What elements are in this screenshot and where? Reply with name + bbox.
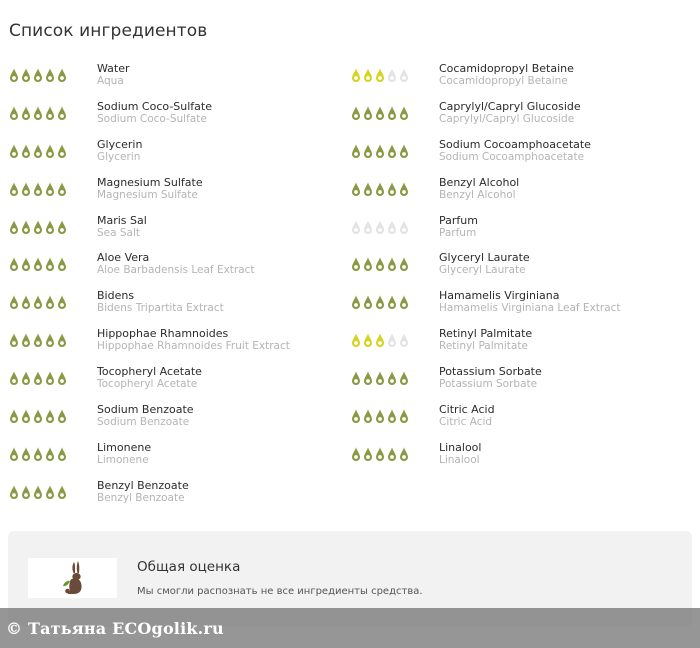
drop-icon: [44, 332, 56, 348]
drop-icon: [44, 370, 56, 386]
drop-icon: [386, 294, 398, 310]
drop-icon: [398, 332, 410, 348]
drop-icon: [386, 143, 398, 159]
ingredient-names: [439, 100, 581, 126]
ingredient-names: [439, 289, 621, 315]
ingredient-inci-name: Magnesium Sulfate: [97, 188, 198, 201]
ingredient-row: [350, 138, 690, 176]
drop-icon: [386, 181, 398, 197]
ingredient-row: [350, 365, 690, 403]
ingredient-inci-name: Hamamelis Virginiana Leaf Extract: [439, 302, 621, 315]
drop-icon: [56, 256, 68, 272]
drop-icon: [8, 181, 20, 197]
drop-icon: [374, 67, 386, 83]
ingredient-inci-name: Sodium Cocoamphoacetate: [439, 150, 585, 163]
ingredient-name: Aloe Vera: [97, 251, 150, 265]
drop-icon: [398, 67, 410, 83]
drop-icon: [350, 67, 362, 83]
drop-icon: [56, 484, 68, 500]
drop-icon: [56, 219, 68, 235]
drop-icon: [386, 446, 398, 462]
ingredient-row: [350, 403, 690, 441]
drop-icon: [44, 446, 56, 462]
ingredient-rating: [8, 256, 68, 272]
drop-icon: [350, 370, 362, 386]
drop-icon: [56, 408, 68, 424]
ingredient-rating: [8, 67, 68, 83]
drop-icon: [44, 294, 56, 310]
watermark-text: © Татьяна ECOgolik.ru: [6, 618, 224, 638]
ingredient-name: Limonene: [97, 440, 152, 454]
ingredient-inci-name: Limonene: [97, 453, 149, 466]
drop-icon: [386, 408, 398, 424]
ingredient-row: [350, 251, 690, 289]
drop-icon: [44, 67, 56, 83]
ingredient-name: Retinyl Palmitate: [439, 327, 533, 341]
ingredient-rating: [350, 105, 410, 121]
drop-icon: [398, 446, 410, 462]
ingredient-rating: [350, 256, 410, 272]
ingredient-rating: [8, 446, 68, 462]
ingredient-row: [350, 62, 690, 100]
ingredient-names: [439, 251, 530, 277]
drop-icon: [20, 484, 32, 500]
ingredient-inci-name: Bidens Tripartita Extract: [97, 302, 224, 315]
ingredient-names: [439, 403, 495, 429]
ingredient-name: Benzyl Alcohol: [439, 175, 520, 189]
ingredient-inci-name: Glycerin: [97, 150, 141, 163]
ingredient-rating: [8, 332, 68, 348]
ingredient-name: Maris Sal: [97, 213, 147, 227]
ingredient-names: [439, 441, 481, 467]
ingredient-inci-name: Sodium Coco-Sulfate: [97, 112, 207, 125]
ingredient-row: [8, 365, 348, 403]
ingredient-rating: [350, 219, 410, 235]
ingredient-inci-name: Caprylyl/Capryl Glucoside: [439, 112, 575, 125]
drop-icon: [362, 294, 374, 310]
ingredient-inci-name: Cocamidopropyl Betaine: [439, 75, 568, 87]
ingredient-names: [439, 365, 542, 391]
drop-icon: [362, 143, 374, 159]
drop-icon: [350, 105, 362, 121]
drop-icon: [350, 219, 362, 235]
drop-icon: [374, 332, 386, 348]
ingredient-names: [97, 176, 203, 202]
ingredient-name: Hippophae Rhamnoides: [97, 327, 229, 341]
drop-icon: [56, 294, 68, 310]
ingredient-inci-name: Aloe Barbadensis Leaf Extract: [97, 264, 255, 277]
drop-icon: [32, 143, 44, 159]
drop-icon: [350, 181, 362, 197]
ingredient-rating: [350, 332, 410, 348]
ingredient-names: [439, 62, 574, 88]
ingredient-names: [97, 251, 255, 277]
drop-icon: [386, 370, 398, 386]
ingredient-rating: [350, 446, 410, 462]
drop-icon: [374, 408, 386, 424]
drop-icon: [8, 408, 20, 424]
ingredient-name: Potassium Sorbate: [439, 365, 542, 379]
drop-icon: [362, 219, 374, 235]
drop-icon: [374, 219, 386, 235]
ingredient-row: [350, 176, 690, 214]
drop-icon: [56, 143, 68, 159]
ingredient-row: [350, 214, 690, 252]
drop-icon: [398, 294, 410, 310]
drop-icon: [8, 332, 20, 348]
drop-icon: [32, 105, 44, 121]
drop-icon: [32, 408, 44, 424]
drop-icon: [362, 105, 374, 121]
ingredient-names: [439, 214, 478, 240]
ingredient-names: [97, 403, 194, 429]
drop-icon: [32, 294, 44, 310]
drop-icon: [8, 294, 20, 310]
ingredient-name: Glyceryl Laurate: [439, 251, 530, 265]
rabbit-icon: [58, 560, 88, 596]
ingredient-row: [8, 100, 348, 138]
drop-icon: [32, 181, 44, 197]
ingredient-name: Bidens: [97, 289, 135, 303]
drop-icon: [362, 332, 374, 348]
ingredient-name: Caprylyl/Capryl Glucoside: [439, 99, 581, 113]
ingredient-names: [439, 138, 591, 164]
ingredient-inci-name: Hippophae Rhamnoides Fruit Extract: [97, 340, 290, 353]
drop-icon: [362, 408, 374, 424]
drop-icon: [56, 332, 68, 348]
ingredient-inci-name: Sodium Benzoate: [97, 416, 190, 429]
drop-icon: [374, 181, 386, 197]
ingredient-inci-name: Glyceryl Laurate: [439, 264, 526, 277]
drop-icon: [44, 256, 56, 272]
drop-icon: [8, 105, 20, 121]
drop-icon: [8, 256, 20, 272]
drop-icon: [398, 181, 410, 197]
drop-icon: [32, 332, 44, 348]
ingredient-names: [97, 138, 142, 164]
drop-icon: [8, 484, 20, 500]
ingredient-inci-name: Aqua: [97, 75, 124, 87]
drop-icon: [56, 105, 68, 121]
ingredient-row: [350, 100, 690, 138]
drop-icon: [8, 219, 20, 235]
drop-icon: [362, 256, 374, 272]
ingredient-inci-name: Citric Acid: [439, 416, 493, 429]
drop-icon: [32, 256, 44, 272]
ingredients-left-column: [8, 62, 348, 517]
ingredient-names: [97, 214, 147, 240]
drop-icon: [362, 370, 374, 386]
drop-icon: [20, 143, 32, 159]
drop-icon: [20, 370, 32, 386]
ingredient-name: Water: [97, 62, 130, 75]
ingredient-name: Parfum: [439, 213, 478, 227]
ingredient-names: [97, 441, 151, 467]
drop-icon: [56, 446, 68, 462]
drop-icon: [8, 370, 20, 386]
ingredient-row: [8, 62, 348, 100]
ingredient-name: Benzyl Benzoate: [97, 478, 189, 492]
drop-icon: [44, 181, 56, 197]
page-title: Список ингредиентов: [9, 21, 208, 41]
drop-icon: [20, 294, 32, 310]
ingredient-inci-name: Linalool: [439, 453, 480, 466]
drop-icon: [44, 484, 56, 500]
ingredient-inci-name: Sea Salt: [97, 226, 141, 239]
ingredient-row: [8, 441, 348, 479]
ingredient-row: [350, 441, 690, 479]
drop-icon: [386, 332, 398, 348]
drop-icon: [398, 143, 410, 159]
ingredient-name: Sodium Benzoate: [97, 403, 194, 417]
ingredient-row: [350, 327, 690, 365]
ingredient-inci-name: Parfum: [439, 226, 477, 239]
drop-icon: [32, 484, 44, 500]
ingredient-row: [8, 214, 348, 252]
ingredient-names: [97, 365, 202, 391]
ingredient-row: [8, 403, 348, 441]
ingredient-name: Glycerin: [97, 137, 143, 151]
ingredient-inci-name: Benzyl Benzoate: [97, 491, 185, 504]
ingredient-rating: [350, 294, 410, 310]
ingredient-name: Linalool: [439, 440, 482, 454]
ingredient-row: [8, 176, 348, 214]
ingredient-row: [8, 251, 348, 289]
ingredient-name: Sodium Cocoamphoacetate: [439, 137, 591, 151]
ingredient-names: [97, 100, 212, 126]
ingredient-row: [350, 289, 690, 327]
drop-icon: [32, 67, 44, 83]
drop-icon: [56, 181, 68, 197]
summary-text: Мы смогли распознать не все ингредиенты средства.: [137, 586, 423, 597]
drop-icon: [32, 219, 44, 235]
ingredient-rating: [8, 370, 68, 386]
ingredient-names: [97, 289, 224, 315]
ingredient-row: [8, 138, 348, 176]
drop-icon: [8, 67, 20, 83]
drop-icon: [8, 143, 20, 159]
ingredient-row: [8, 479, 348, 517]
ingredient-name: Tocopheryl Acetate: [97, 365, 202, 379]
drop-icon: [398, 256, 410, 272]
drop-icon: [398, 105, 410, 121]
ingredient-rating: [8, 219, 68, 235]
ingredient-name: Cocamidopropyl Betaine: [439, 62, 574, 75]
ingredient-rating: [8, 484, 68, 500]
drop-icon: [362, 67, 374, 83]
ingredient-row: [8, 289, 348, 327]
ingredient-name: Magnesium Sulfate: [97, 175, 203, 189]
drop-icon: [398, 408, 410, 424]
ingredient-inci-name: Tocopheryl Acetate: [97, 378, 198, 391]
drop-icon: [20, 105, 32, 121]
drop-icon: [44, 219, 56, 235]
summary-title: Общая оценка: [137, 559, 241, 575]
ingredient-name: Sodium Coco-Sulfate: [97, 99, 213, 113]
drop-icon: [386, 67, 398, 83]
ingredient-rating: [8, 408, 68, 424]
drop-icon: [350, 256, 362, 272]
drop-icon: [374, 105, 386, 121]
ingredient-rating: [350, 67, 410, 83]
drop-icon: [20, 256, 32, 272]
drop-icon: [350, 408, 362, 424]
ingredient-names: [439, 327, 532, 353]
ingredient-inci-name: Benzyl Alcohol: [439, 188, 516, 201]
drop-icon: [350, 446, 362, 462]
ingredient-names: [97, 327, 290, 353]
drop-icon: [374, 143, 386, 159]
ingredient-rating: [350, 181, 410, 197]
watermark: [0, 608, 700, 648]
drop-icon: [350, 143, 362, 159]
drop-icon: [374, 446, 386, 462]
drop-icon: [32, 370, 44, 386]
drop-icon: [398, 219, 410, 235]
ingredients-right-column: [350, 62, 690, 479]
drop-icon: [374, 370, 386, 386]
ingredient-rating: [350, 408, 410, 424]
ingredient-inci-name: Potassium Sorbate: [439, 378, 538, 391]
drop-icon: [56, 370, 68, 386]
drop-icon: [350, 294, 362, 310]
ingredient-names: [97, 479, 189, 505]
ingredient-rating: [8, 294, 68, 310]
drop-icon: [20, 67, 32, 83]
ingredient-rating: [8, 143, 68, 159]
drop-icon: [350, 332, 362, 348]
drop-icon: [32, 446, 44, 462]
brand-logo: [28, 558, 117, 598]
drop-icon: [386, 105, 398, 121]
drop-icon: [362, 446, 374, 462]
drop-icon: [398, 370, 410, 386]
drop-icon: [386, 256, 398, 272]
drop-icon: [362, 181, 374, 197]
ingredient-names: [97, 62, 130, 88]
ingredient-inci-name: Retinyl Palmitate: [439, 340, 528, 353]
drop-icon: [44, 408, 56, 424]
ingredient-rating: [350, 143, 410, 159]
drop-icon: [20, 332, 32, 348]
drop-icon: [20, 408, 32, 424]
ingredient-name: Citric Acid: [439, 403, 495, 417]
drop-icon: [20, 219, 32, 235]
ingredient-rating: [8, 105, 68, 121]
drop-icon: [8, 446, 20, 462]
drop-icon: [374, 256, 386, 272]
drop-icon: [386, 219, 398, 235]
ingredient-row: [8, 327, 348, 365]
ingredient-name: Hamamelis Virginiana: [439, 289, 560, 303]
ingredient-rating: [350, 370, 410, 386]
drop-icon: [56, 67, 68, 83]
ingredient-names: [439, 176, 519, 202]
drop-icon: [20, 181, 32, 197]
ingredient-rating: [8, 181, 68, 197]
drop-icon: [44, 143, 56, 159]
drop-icon: [44, 105, 56, 121]
drop-icon: [20, 446, 32, 462]
drop-icon: [374, 294, 386, 310]
